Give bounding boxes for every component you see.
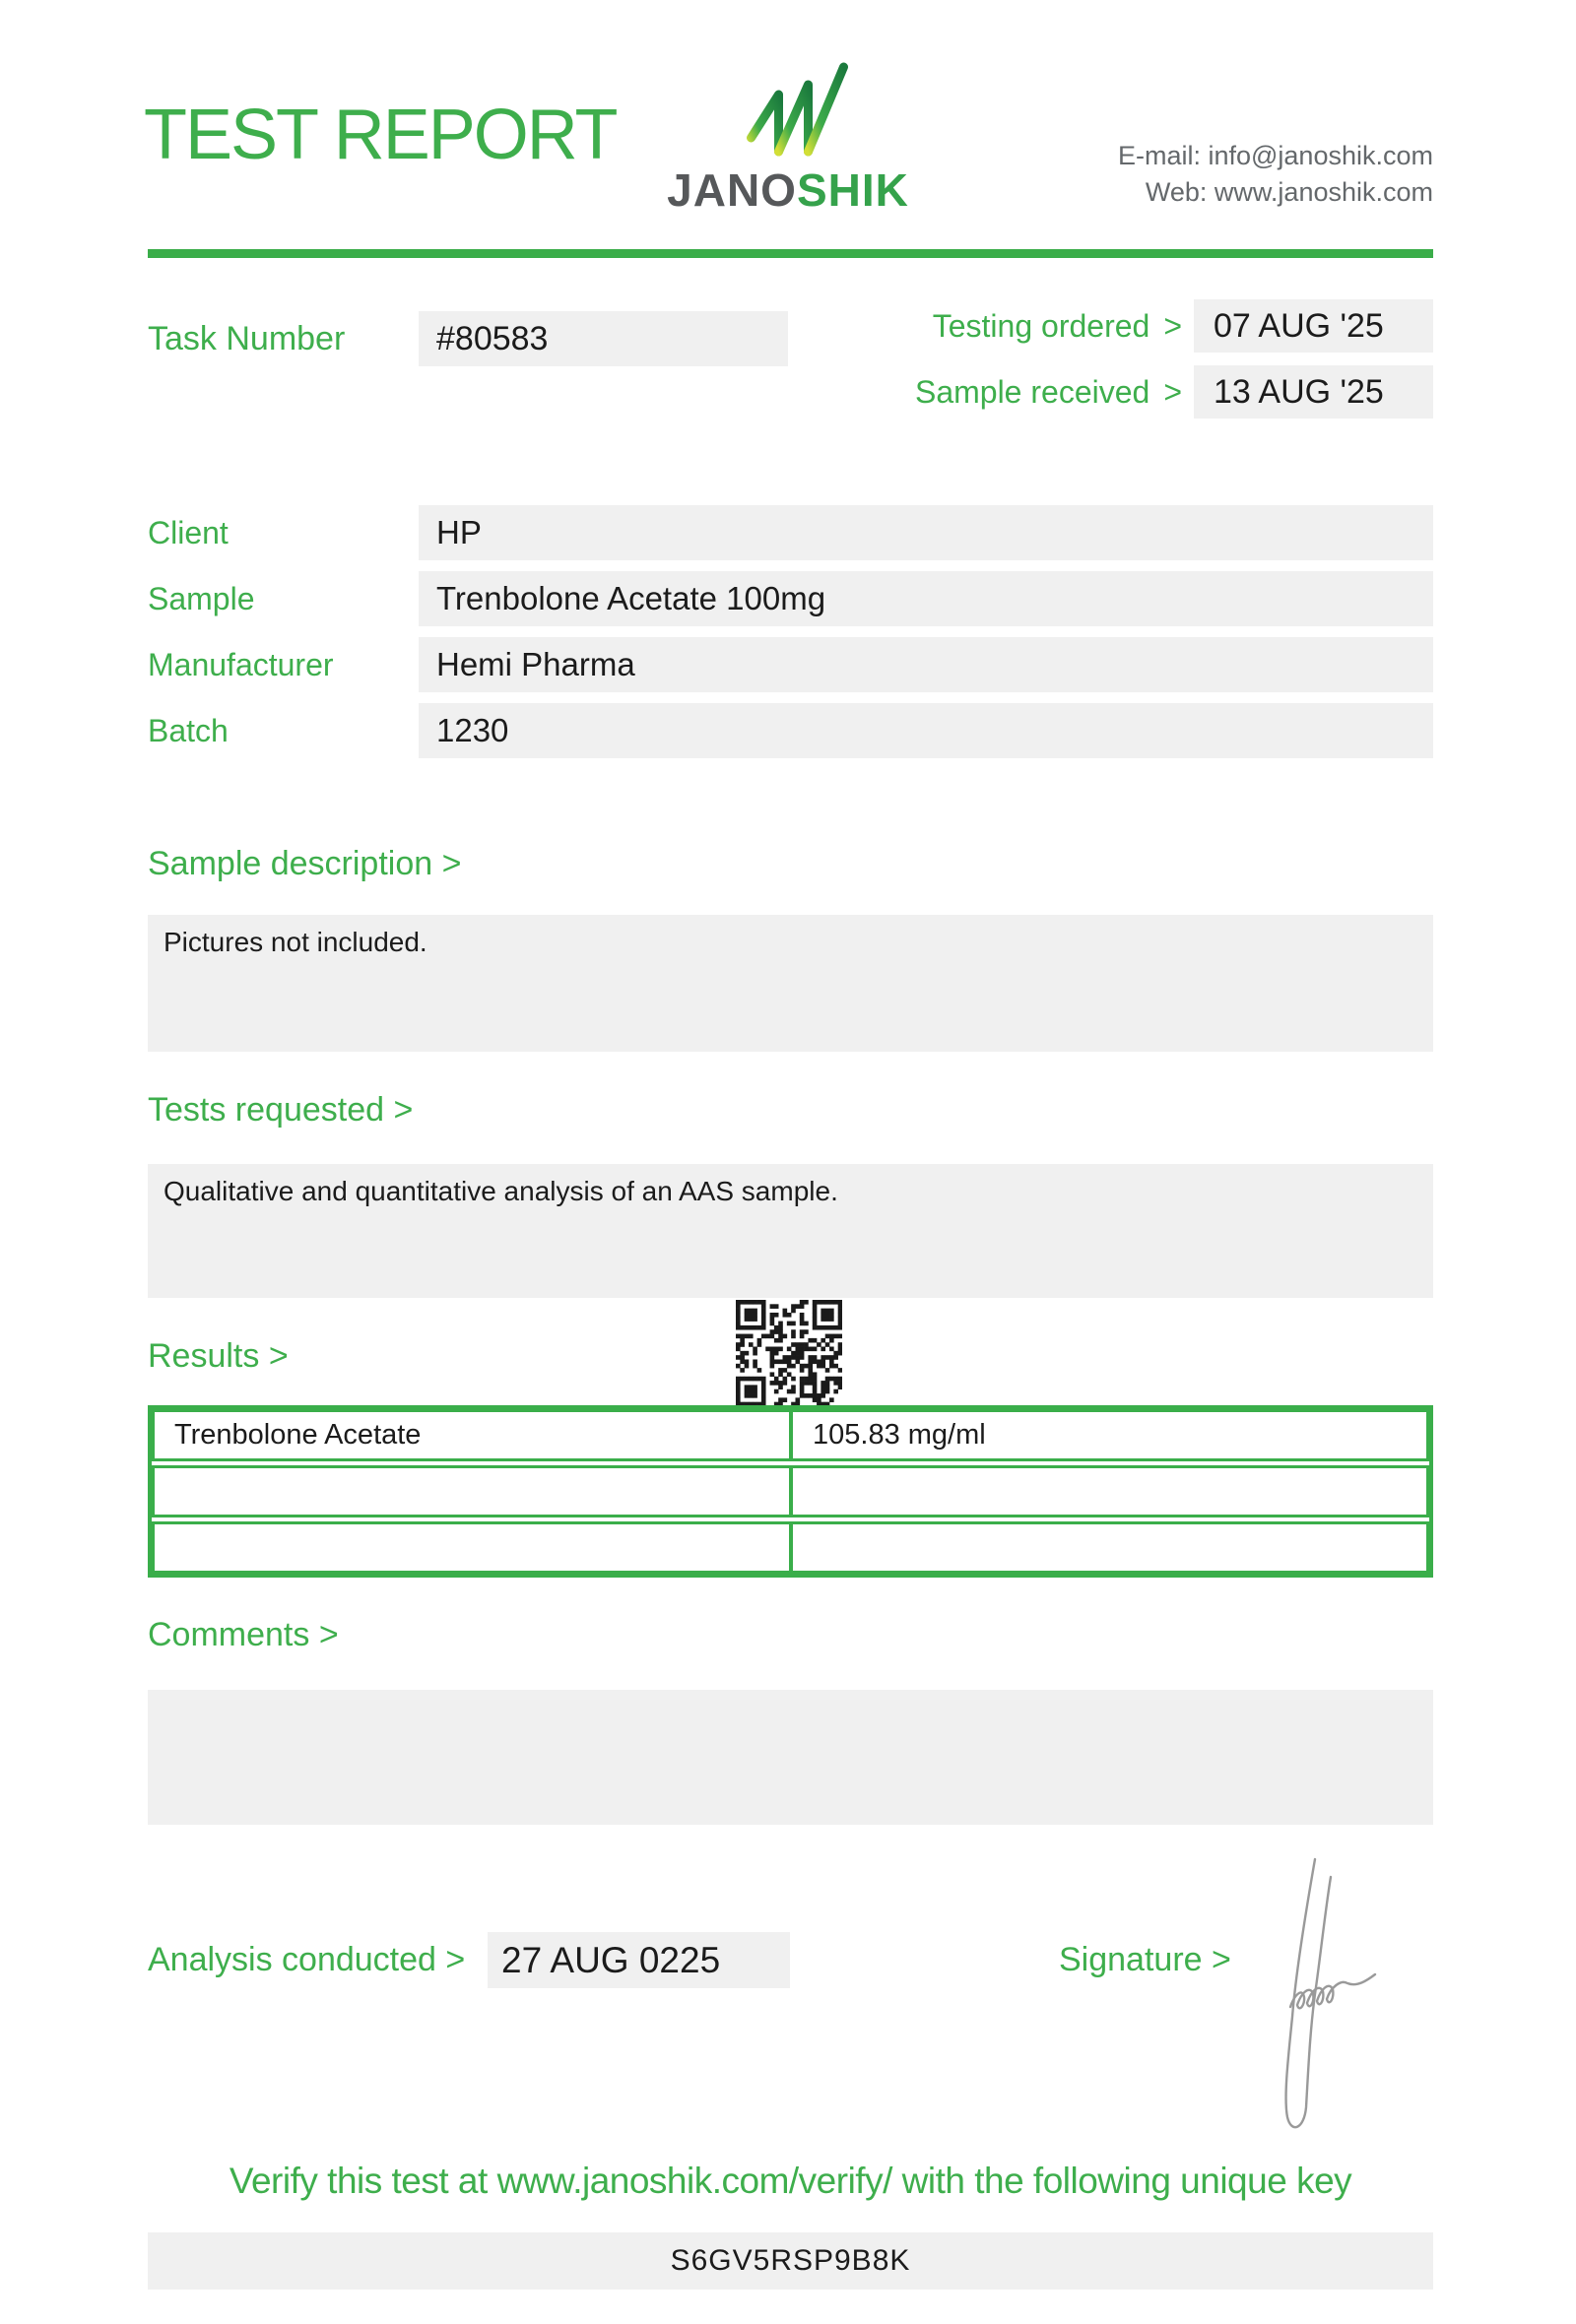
sample-received-date: 13 AUG '25: [1194, 365, 1433, 419]
task-number-value: #80583: [419, 311, 788, 366]
testing-ordered-date: 07 AUG '25: [1194, 299, 1433, 353]
result-cell: [793, 1524, 1426, 1571]
contact-block: [1118, 138, 1433, 211]
table-row: [152, 1521, 1429, 1574]
manufacturer-value: Hemi Pharma: [419, 637, 1433, 692]
sample-value: Trenbolone Acetate 100mg: [419, 571, 1433, 626]
analyte-cell: [155, 1524, 793, 1571]
sample-description-content: Pictures not included.: [148, 915, 1433, 1052]
batch-value: 1230: [419, 703, 1433, 758]
tests-requested-heading: Tests requested >: [148, 1091, 414, 1129]
analysis-conducted-date: 27 AUG 0225: [488, 1932, 790, 1988]
table-row: [152, 1409, 1429, 1461]
testing-ordered-label: [886, 299, 1182, 353]
testing-ordered-text: Testing ordered: [932, 308, 1150, 344]
results-table: [148, 1405, 1433, 1578]
result-cell: [793, 1468, 1426, 1515]
verify-instructions: Verify this test at www.janoshik.com/verify/ with the following unique key: [229, 2161, 1352, 2201]
qr-code: [736, 1300, 842, 1406]
analysis-conducted-label: Analysis conducted >: [148, 1941, 466, 1978]
analyte-cell: Trenbolone Acetate: [155, 1412, 793, 1458]
web-line: Web: www.janoshik.com: [1145, 177, 1433, 207]
signature-scribble: [1269, 1849, 1397, 2137]
logo-jano: JANO: [667, 164, 797, 216]
client-label: Client: [148, 515, 229, 550]
result-cell: 105.83 mg/ml: [813, 1419, 986, 1451]
email-line: E-mail: info@janoshik.com: [1117, 141, 1433, 170]
unique-key: S6GV5RSP9B8K: [148, 2232, 1433, 2290]
manufacturer-label: Manufacturer: [148, 647, 334, 682]
results-heading: Results >: [148, 1337, 289, 1375]
page-title: TEST REPORT: [144, 96, 617, 174]
analyte-cell: [155, 1468, 793, 1515]
signature-label: Signature >: [1059, 1941, 1231, 1978]
comments-content: [148, 1690, 1433, 1825]
sample-received-label: [886, 365, 1182, 419]
sample-description-heading: Sample description >: [148, 845, 462, 882]
comments-heading: Comments >: [148, 1616, 339, 1653]
table-row: [152, 1465, 1429, 1517]
logo-shik: SHIK: [796, 164, 909, 216]
task-number-label: Task Number: [148, 320, 346, 357]
client-value: HP: [419, 505, 1433, 560]
batch-label: Batch: [148, 713, 229, 748]
chevron-right-icon: >: [1163, 308, 1182, 344]
chevron-right-icon: >: [1163, 374, 1182, 410]
sample-label: Sample: [148, 581, 255, 616]
growth-chart-icon: [741, 59, 884, 162]
tests-requested-content: Qualitative and quantitative analysis of an AAS sample.: [148, 1164, 1433, 1298]
sample-received-text: Sample received: [914, 374, 1150, 410]
header-divider: [148, 249, 1433, 258]
janoshik-logo: [662, 163, 914, 217]
